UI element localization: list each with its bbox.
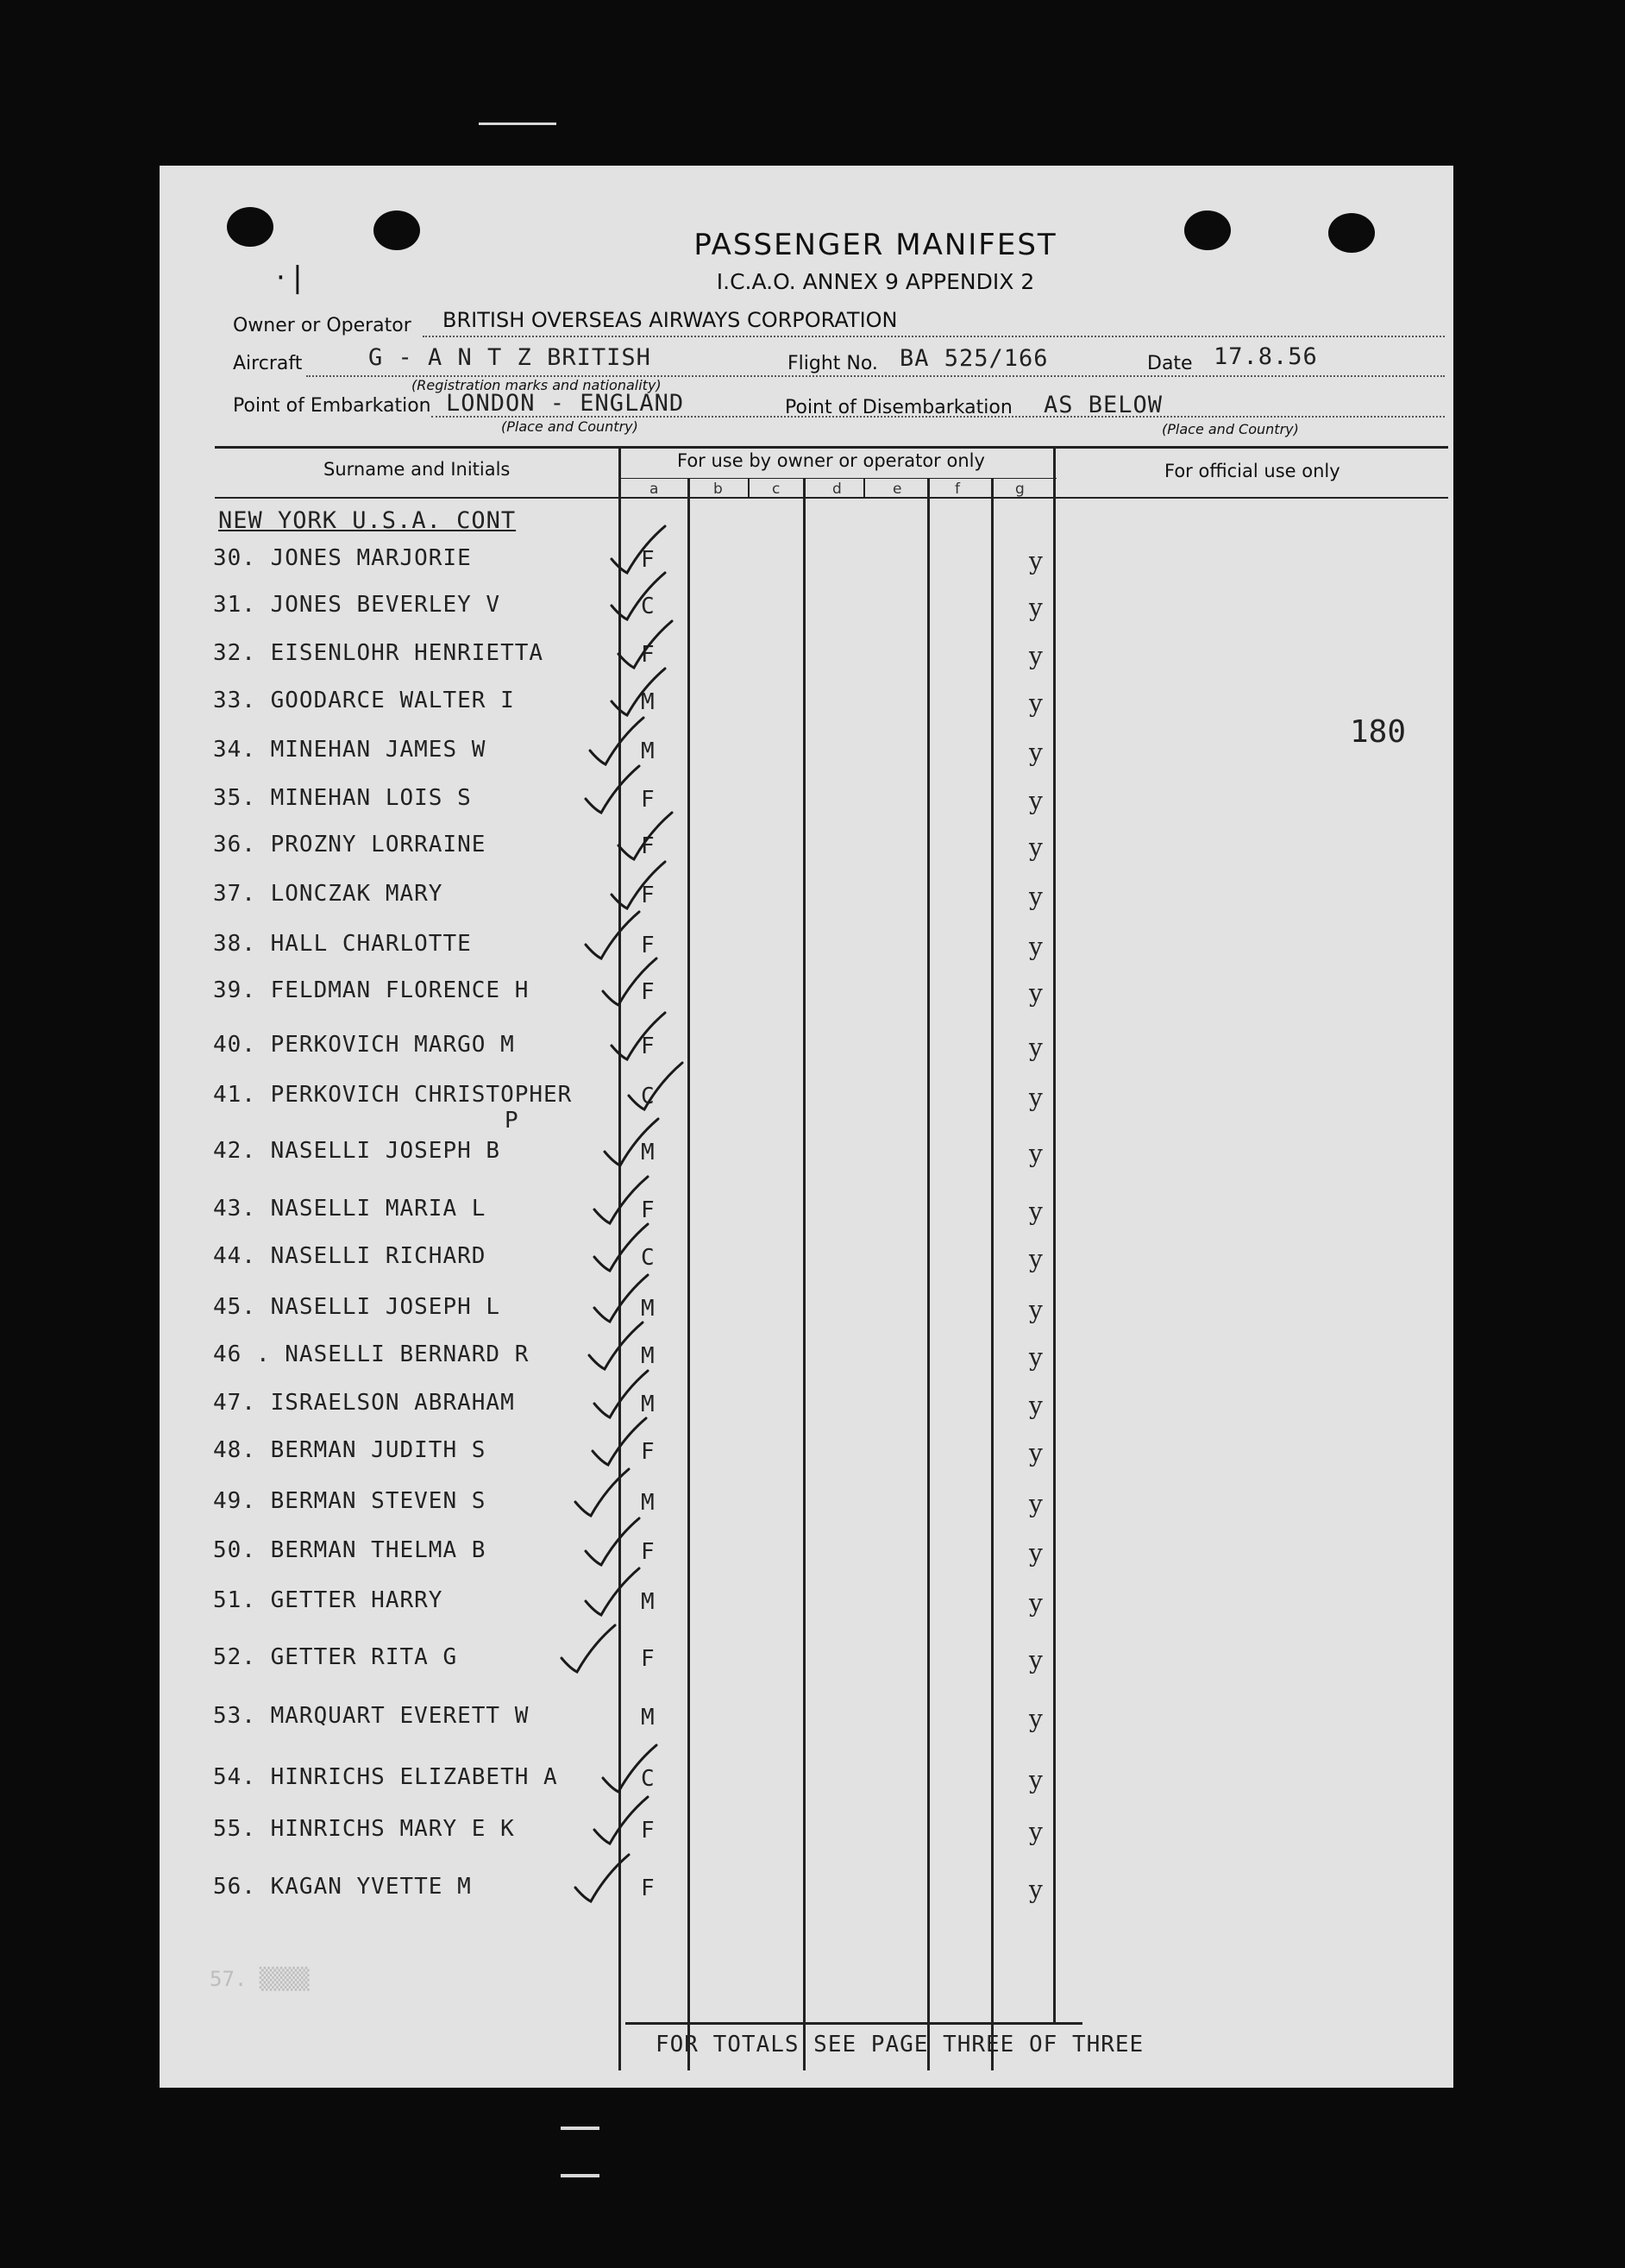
check-mark-icon: [586, 1321, 646, 1374]
passenger-name: 41. PERKOVICH CHRISTOPHER: [213, 1082, 573, 1108]
flight-label: Flight No.: [787, 353, 878, 374]
check-mark-icon: [591, 1795, 651, 1849]
passenger-name: 42. NASELLI JOSEPH B: [213, 1138, 501, 1164]
disembark-value: AS BELOW: [1044, 392, 1164, 418]
passenger-check-g: y: [1029, 1392, 1043, 1420]
passenger-sex-code: M: [641, 1343, 655, 1369]
passenger-sex-code: F: [641, 1197, 655, 1223]
passenger-check-g: y: [1029, 1084, 1043, 1112]
passenger-sex-code: C: [641, 594, 655, 619]
check-mark-icon: [599, 1743, 660, 1797]
disembark-label: Point of Disembarkation: [785, 397, 1013, 418]
passenger-check-g: y: [1029, 1343, 1043, 1372]
passenger-sex-code: F: [641, 933, 655, 958]
passenger-check-g: y: [1029, 547, 1043, 575]
col-g-left: [991, 478, 994, 2070]
embark-value: LONDON - ENGLAND: [446, 390, 685, 417]
col-d-left: [803, 478, 806, 2070]
passenger-name: 36. PROZNY LORRAINE: [213, 832, 486, 858]
check-mark-icon: [582, 1517, 643, 1570]
passenger-name-continuation: P: [505, 1108, 519, 1134]
passenger-check-g: y: [1029, 833, 1043, 862]
check-mark-icon: [608, 860, 668, 914]
section-heading: NEW YORK U.S.A. CONT: [218, 507, 517, 534]
date-label: Date: [1147, 353, 1193, 374]
passenger-sex-code: F: [641, 979, 655, 1005]
registration-note: (Registration marks and nationality): [411, 377, 662, 393]
official-use-header: For official use only: [1164, 461, 1340, 481]
passenger-check-g: y: [1029, 642, 1043, 670]
passenger-check-g: y: [1029, 1439, 1043, 1467]
passenger-name: 33. GOODARCE WALTER I: [213, 688, 515, 713]
col-official-left: [1053, 449, 1056, 2024]
passenger-name: 30. JONES MARJORIE: [213, 545, 472, 571]
passenger-sex-code: M: [641, 1490, 655, 1516]
flight-value: BA 525/166: [900, 345, 1049, 372]
passenger-name: 39. FELDMAN FLORENCE H: [213, 977, 530, 1003]
passenger-name: 35. MINEHAN LOIS S: [213, 785, 472, 811]
passenger-sex-code: M: [641, 1140, 655, 1165]
passenger-sex-code: M: [641, 1589, 655, 1615]
passenger-name: 53. MARQUART EVERETT W: [213, 1703, 530, 1729]
check-mark-icon: [589, 1417, 649, 1470]
check-mark-icon: [608, 1011, 668, 1065]
passenger-name: 37. LONCZAK MARY: [213, 881, 443, 907]
film-mark: [479, 123, 556, 125]
check-mark-icon: [615, 619, 675, 673]
passenger-name: 54. HINRICHS ELIZABETH A: [213, 1764, 558, 1790]
check-mark-icon: [601, 1117, 662, 1171]
passenger-check-g: y: [1029, 1818, 1043, 1846]
passenger-check-g: y: [1029, 979, 1043, 1008]
passenger-check-g: y: [1029, 1589, 1043, 1618]
passenger-check-g: y: [1029, 1646, 1043, 1674]
check-mark-icon: [608, 571, 668, 625]
passenger-sex-code: F: [641, 1033, 655, 1059]
passenger-name: 34. MINEHAN JAMES W: [213, 737, 486, 763]
form-title: PASSENGER MANIFEST: [693, 228, 1057, 262]
totals-rule: [625, 2022, 1082, 2025]
film-mark: [561, 2174, 599, 2177]
passenger-sex-code: F: [641, 787, 655, 813]
passenger-sex-code: F: [641, 1539, 655, 1565]
disembark-note: (Place and Country): [1162, 421, 1299, 437]
passenger-check-g: y: [1029, 594, 1043, 622]
col-letter-c: c: [772, 481, 781, 498]
passenger-check-g: y: [1029, 1140, 1043, 1168]
passenger-sex-code: F: [641, 1439, 655, 1465]
aircraft-label: Aircraft: [233, 353, 303, 374]
passenger-check-g: y: [1029, 787, 1043, 815]
check-mark-icon: [582, 910, 643, 964]
col-letter-d: d: [832, 481, 842, 498]
table-header-rule: [215, 497, 1448, 499]
col-letter-e: e: [893, 481, 902, 498]
passenger-name: 38. HALL CHARLOTTE: [213, 931, 472, 957]
passenger-check-g: y: [1029, 1033, 1043, 1062]
passenger-check-g: y: [1029, 1766, 1043, 1794]
passenger-name: 47. ISRAELSON ABRAHAM: [213, 1390, 515, 1416]
check-mark-icon: [591, 1175, 651, 1228]
check-mark-icon: [625, 1061, 686, 1115]
form-subtitle: I.C.A.O. ANNEX 9 APPENDIX 2: [716, 269, 1035, 294]
passenger-check-g: y: [1029, 1875, 1043, 1904]
check-mark-icon: [608, 525, 668, 578]
passenger-sex-code: M: [641, 1392, 655, 1417]
passenger-check-g: y: [1029, 1245, 1043, 1273]
passenger-sex-code: F: [641, 1818, 655, 1844]
check-mark-icon: [615, 811, 675, 864]
embark-note: (Place and Country): [501, 418, 638, 435]
passenger-sex-code: F: [641, 1875, 655, 1901]
passenger-name: 48. BERMAN JUDITH S: [213, 1437, 486, 1463]
check-mark-icon: [599, 957, 660, 1010]
passenger-name: 52. GETTER RITA G: [213, 1644, 458, 1670]
check-mark-icon: [582, 764, 643, 818]
passenger-check-g: y: [1029, 1296, 1043, 1324]
col-f-left: [927, 478, 930, 2070]
passenger-name: 32. EISENLOHR HENRIETTA: [213, 640, 544, 666]
embark-label: Point of Embarkation: [233, 395, 431, 417]
check-mark-icon: [587, 716, 647, 770]
passenger-name: 50. BERMAN THELMA B: [213, 1537, 486, 1563]
col-letter-g: g: [1015, 481, 1025, 498]
passenger-check-g: y: [1029, 1539, 1043, 1567]
passenger-sex-code: M: [641, 1705, 655, 1731]
check-mark-icon: [591, 1222, 651, 1276]
passenger-name: 40. PERKOVICH MARGO M: [213, 1032, 515, 1058]
col-letter-b: b: [713, 481, 723, 498]
passenger-name: 44. NASELLI RICHARD: [213, 1243, 486, 1269]
passenger-check-g: y: [1029, 933, 1043, 961]
passenger-sex-code: F: [641, 883, 655, 908]
passenger-check-g: y: [1029, 1705, 1043, 1733]
passenger-check-g: y: [1029, 738, 1043, 767]
passenger-name: 51. GETTER HARRY: [213, 1587, 443, 1613]
faint-entry: 57. ▒▒▒▒: [210, 1967, 310, 1991]
owner-dotline: [423, 336, 1445, 337]
passenger-check-g: y: [1029, 689, 1043, 718]
passenger-sex-code: M: [641, 738, 655, 764]
check-mark-icon: [591, 1273, 651, 1327]
passenger-name: 46 . NASELLI BERNARD R: [213, 1341, 530, 1367]
surname-header: Surname and Initials: [323, 459, 511, 480]
check-mark-icon: [591, 1369, 651, 1423]
passenger-check-g: y: [1029, 1197, 1043, 1226]
passenger-name: 49. BERMAN STEVEN S: [213, 1488, 486, 1514]
col-letter-f: f: [955, 481, 960, 498]
passenger-sex-code: C: [641, 1245, 655, 1271]
manifest-sheet: [160, 166, 1453, 2088]
col-letter-a: a: [649, 481, 659, 498]
passenger-name: 55. HINRICHS MARY E K: [213, 1816, 515, 1842]
passenger-name: 31. JONES BEVERLEY V: [213, 592, 501, 618]
check-mark-icon: [608, 667, 668, 720]
aircraft-value: G - A N T Z BRITISH: [368, 344, 651, 371]
table-top-rule: [215, 446, 1448, 449]
passenger-name: 45. NASELLI JOSEPH L: [213, 1294, 501, 1320]
totals-footer: FOR TOTALS SEE PAGE THREE OF THREE: [656, 2032, 1145, 2058]
passenger-sex-code: C: [641, 1766, 655, 1792]
passenger-check-g: y: [1029, 883, 1043, 911]
check-mark-icon: [572, 1853, 632, 1907]
date-value: 17.8.56: [1214, 343, 1318, 370]
official-stamp: 180: [1350, 714, 1407, 750]
passenger-name: 56. KAGAN YVETTE M: [213, 1874, 472, 1900]
passenger-sex-code: C: [641, 1084, 655, 1109]
owner-use-header: For use by owner or operator only: [677, 450, 985, 471]
owner-value: BRITISH OVERSEAS AIRWAYS CORPORATION: [442, 308, 898, 332]
col-b-left: [687, 478, 690, 2070]
col-e-left: [863, 478, 865, 497]
check-mark-icon: [558, 1624, 618, 1677]
passenger-sex-code: F: [641, 833, 655, 859]
check-mark-icon: [572, 1467, 632, 1521]
passenger-sex-code: F: [641, 642, 655, 668]
margin-mark: ·❘: [276, 261, 311, 295]
passenger-sex-code: F: [641, 1646, 655, 1672]
passenger-check-g: y: [1029, 1490, 1043, 1518]
owner-label: Owner or Operator: [233, 315, 411, 336]
passenger-sex-code: F: [641, 547, 655, 573]
passenger-sex-code: M: [641, 1296, 655, 1322]
passenger-sex-code: M: [641, 689, 655, 715]
check-mark-icon: [582, 1567, 643, 1620]
passenger-name: 43. NASELLI MARIA L: [213, 1196, 486, 1222]
film-mark: [561, 2127, 599, 2130]
col-c-left: [748, 478, 750, 497]
